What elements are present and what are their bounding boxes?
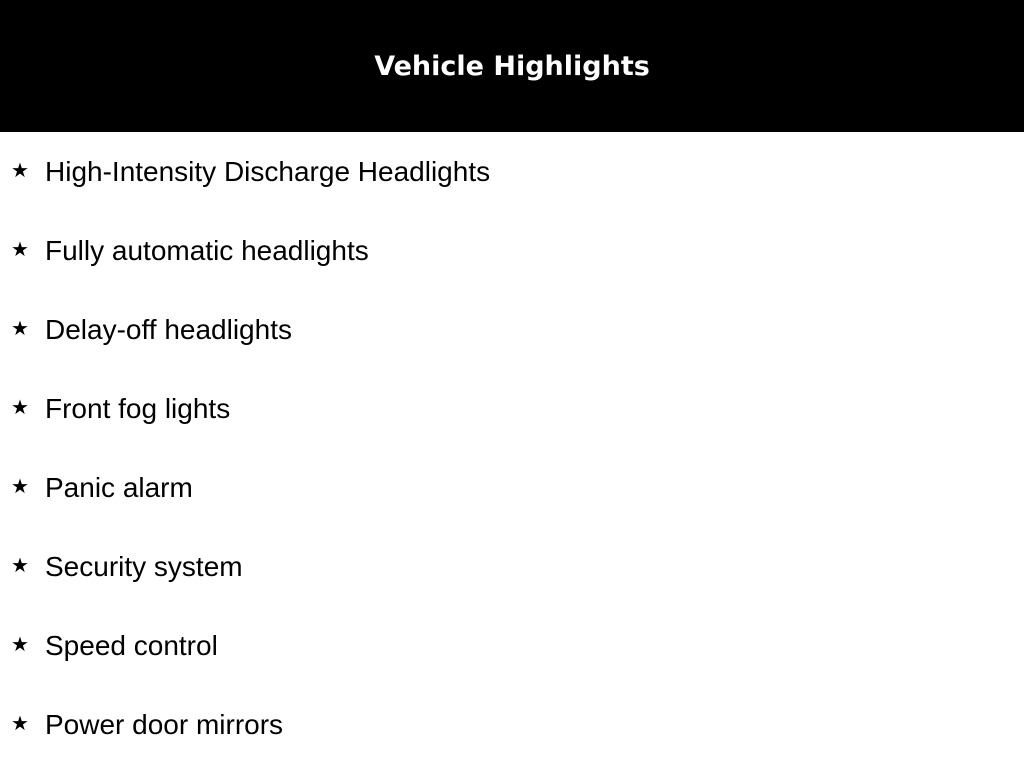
star-icon: ★: [11, 395, 29, 419]
star-icon: ★: [11, 553, 29, 577]
feature-label: Front fog lights: [45, 393, 231, 424]
star-icon: ★: [11, 632, 29, 656]
page-title: Vehicle Highlights: [374, 51, 650, 82]
header-bar: [0, 0, 1024, 132]
feature-label: Speed control: [45, 630, 218, 661]
star-icon: ★: [11, 711, 29, 735]
star-icon: ★: [11, 474, 29, 498]
star-icon: ★: [11, 158, 29, 182]
feature-label: Panic alarm: [45, 472, 193, 503]
feature-label: Delay-off headlights: [45, 314, 292, 345]
star-icon: ★: [11, 316, 29, 340]
star-icon: ★: [11, 237, 29, 261]
feature-label: Power door mirrors: [45, 709, 284, 740]
feature-label: Security system: [45, 551, 243, 582]
feature-label: Fully automatic headlights: [45, 235, 369, 266]
feature-label: High-Intensity Discharge Headlights: [45, 156, 491, 187]
